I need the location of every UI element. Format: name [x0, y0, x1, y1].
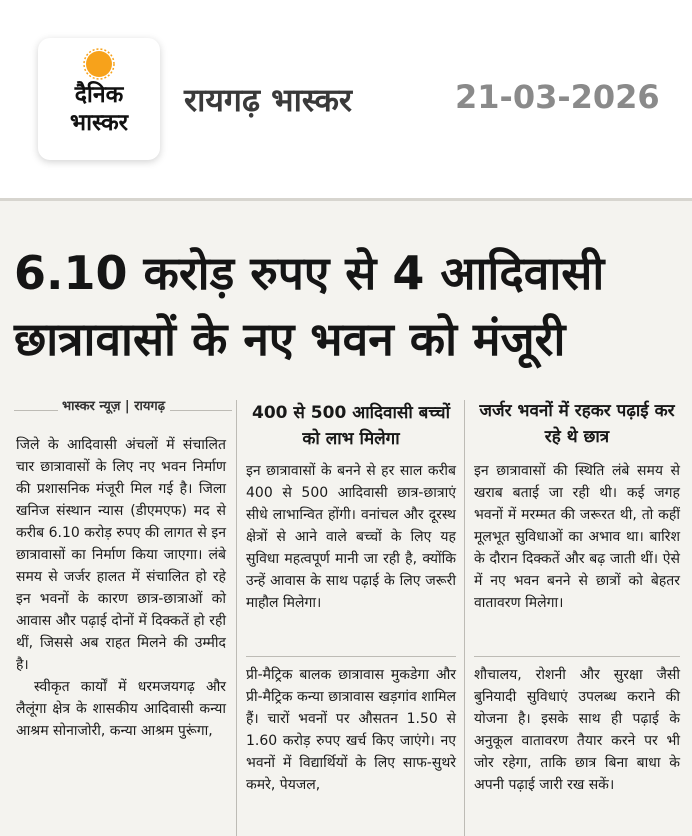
- sun-icon: [83, 48, 115, 80]
- byline-rule: [14, 410, 58, 411]
- column-divider-1: [236, 400, 237, 836]
- column-2: [246, 460, 456, 614]
- edition-title: रायगढ़ भास्कर: [184, 81, 353, 119]
- logo-line2: भास्कर: [69, 110, 129, 136]
- column-3: [474, 460, 680, 614]
- col2-paragraph-1: इन छात्रावासों के बनने से हर साल करीब 400 से 500 आदिवासी छात्र-छात्राएं सीधे लाभान्वित होंगी। वनांचल और दूरस्थ क्षेत्रों से आने वाले बच्चों के लिए यह सुविधा महत्वपूर्ण मानी जा रही है, क्योंकि उन्हें आवास के साथ पढ़ाई के लिए जरूरी माहौल मिलेगा।: [246, 463, 456, 611]
- column-2-lower: [246, 664, 456, 796]
- col1-paragraph-2: स्वीकृत कार्यों में धरमजयगढ़ और लैलूंगा क्षेत्र के शासकीय आदिवासी कन्या आश्रम सोनाजोरी, कन्या आश्रम पुरूंगा,: [16, 679, 226, 739]
- column-3-lower: [474, 664, 680, 796]
- headline-line1: 6.10 करोड़ रुपए से 4 आदिवासी: [14, 246, 605, 300]
- top-divider: [0, 198, 692, 201]
- col1-paragraph-1: जिले के आदिवासी अंचलों में संचालित चार छात्रावासों के लिए नए भवन निर्माण की प्रशासनिक मंजूरी मिल गई है। जिला खनिज संस्थान न्यास (डीएमएफ) मद से करीब 6.10 करोड़ रुपए की लागत से इन छात्रावासों का निर्माण किया जाएगा। लंबे समय से जर्जर हालत में संचालित हो रहे इन भवनों के कारण छात्र-छात्राओं को आवास और पढ़ाई दोनों में दिक्कतें हो रही थीं, जिससे अब राहत मिलने की उम्मीद है।: [16, 437, 226, 673]
- headline-line2: छात्रावासों के नए भवन को मंजूरी: [14, 312, 566, 366]
- dainik-bhaskar-logo[interactable]: [38, 38, 160, 160]
- column-divider-2: [464, 400, 465, 836]
- byline: भास्कर न्यूज़ | रायगढ़: [62, 399, 166, 414]
- headline: [14, 240, 684, 372]
- edition-date: 21-03-2026: [455, 78, 660, 116]
- subheading-2: 400 से 500 आदिवासी बच्चों को लाभ मिलेगा: [251, 403, 450, 449]
- col2-rule: [246, 656, 456, 657]
- subheading-3: जर्जर भवनों में रहकर पढ़ाई कर रहे थे छात्र: [479, 401, 675, 447]
- newspaper-clipping: [0, 198, 692, 836]
- col3-rule: [474, 656, 680, 657]
- col2-paragraph-2: प्री-मैट्रिक बालक छात्रावास मुकडेगा और प्री-मैट्रिक कन्या छात्रावास खड़गांव शामिल हैं। चारों भवनों पर औसतन 1.50 से 1.60 करोड़ रुपए खर्च किए जाएंगे। नए भवनों में विद्यार्थियों के लिए साफ-सुथरे कमरे, पेयजल,: [246, 667, 456, 793]
- col3-paragraph-1: इन छात्रावासों की स्थिति लंबे समय से खराब बताई जा रही थी। कई जगह भवनों में मरम्मत की जरूरत थी, तो कहीं मूलभूत सुविधाओं का अभाव था। बारिश के दौरान दिक्कतें और बढ़ जाती थीं। ऐसे में नए भवन बनने से छात्रों को बेहतर वातावरण मिलेगा।: [474, 463, 680, 611]
- app-header: [0, 0, 692, 190]
- col3-paragraph-2: शौचालय, रोशनी और सुरक्षा जैसी बुनियादी सुविधाएं उपलब्ध कराने की योजना है। इसके साथ ही पढ़ाई के अनुकूल वातावरण तैयार करने पर भी जोर रहेगा, ताकि छात्र बिना बाधा के अपनी पढ़ाई जारी रख सकें।: [474, 667, 680, 793]
- byline-rule-right: [170, 410, 232, 411]
- column-1: [16, 434, 226, 742]
- logo-line1: दैनिक: [74, 82, 124, 108]
